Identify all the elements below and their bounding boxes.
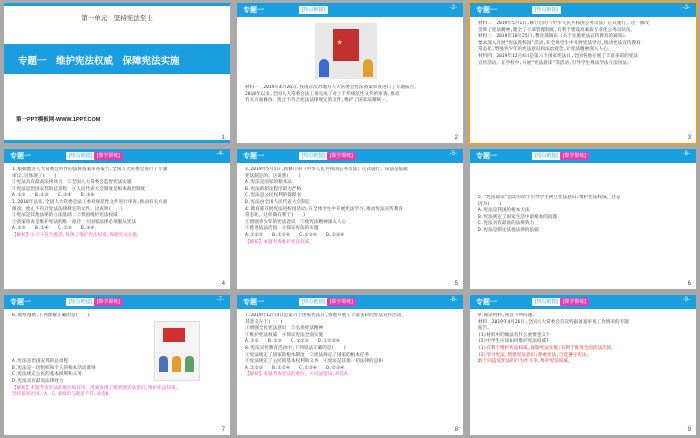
answer-text: (1)有利于维护宪法权威,保障宪法实施;有利于推进全面依法治国。 (2)学习宪法,增强宪法意识;尊重宪法,自觉遵守宪法; 敢于同违反宪法的行为作斗争,维护宪法权威。 bbox=[478, 345, 616, 365]
question-text: 1.根据地方人大常委会所作的法规备案审查报告,全国人大常委会进行了专题 审议,这体现了( ) ①宪法具有最高法律效力 ②全国人大常委会监督宪法实施 ③宪法是治国安邦的总章程 ④人民代表大会制度是根本政治制度 A.①② B.①③ C.②④ D.③④ 2.2018年以来,全国人大常委会法工委对规范性文件进行审查,推动有关方面 修改、废止不符合宪法法律规定的文件。这表明( ) ①宪法是其他法律的立法基础 ②我国维护宪法权威 ③备案审查是维护宪法的唯一途径 ④国家法律必须服从宪法 A.①② B.①④ C.②③ D.③④ bbox=[12, 167, 168, 232]
question-text: 3.2019年5月1日,新修订的《中华人民共和国公务员法》正式施行。该法是依据 宪法制定的。这说明( ) A.宪法是国家的根本法 B.宪法的制定程序最为严格 C.宪法是公民权利的保障书 D.宪法由全国人民代表大会制定 4.教育部开展宪法进校园活动,在全体学生中开展宪法学习,推动宪法宣传教育 常态化。这样做有利于( ) ①增强青少年的宪法意识 ②使宪法精神深入人心 ③推进依法治国 ④保证宪法的实施 A.①②③ B.①②④ C.①③④ D.②③④ bbox=[245, 167, 408, 238]
cartoon-figure bbox=[172, 356, 181, 372]
slide-body bbox=[478, 21, 688, 135]
slide-number: 3 bbox=[687, 135, 691, 141]
section-tag: [热点链接] bbox=[299, 298, 328, 306]
header-title: 专题一 bbox=[476, 7, 497, 14]
header-title: 专题一 bbox=[476, 299, 497, 306]
practice-tag: [即学即练] bbox=[560, 152, 589, 160]
slide-header bbox=[237, 149, 463, 163]
slide-thumbnail-6[interactable] bbox=[470, 149, 696, 289]
section-tag: [热点链接] bbox=[532, 298, 561, 306]
section-tag: [热点链接] bbox=[532, 152, 561, 160]
cartoon-image bbox=[154, 321, 200, 381]
practice-tag: [即学即练] bbox=[94, 298, 123, 306]
slide-number: 7 bbox=[221, 427, 225, 433]
slide-header bbox=[4, 295, 230, 309]
slide-header bbox=[470, 3, 696, 17]
answer-analysis: 【解析】本题考查维护宪法权威。 bbox=[245, 239, 314, 245]
section-tag: [热点链接] bbox=[66, 298, 95, 306]
constitution-book-image bbox=[315, 23, 377, 79]
slide-body bbox=[245, 85, 455, 135]
slide-thumbnail-3[interactable] bbox=[470, 3, 696, 143]
page-marker: -3- bbox=[682, 5, 690, 11]
section-tag: [热点链接] bbox=[66, 152, 95, 160]
unit-title: 第一单元 坚持宪法至上 bbox=[81, 15, 153, 22]
slide-header bbox=[237, 295, 463, 309]
slide-header bbox=[470, 295, 696, 309]
header-title: 专题一 bbox=[10, 153, 31, 160]
page-marker: -4- bbox=[216, 151, 224, 157]
slide-thumbnail-2[interactable] bbox=[237, 3, 463, 143]
section-tag: [热点链接] bbox=[299, 6, 328, 14]
answer-analysis: 【解析】①②④符合题意,体现了维护宪法权威,保障宪法实施。 bbox=[12, 232, 142, 238]
slide-body bbox=[245, 313, 455, 427]
book-emblem: ★ bbox=[337, 40, 343, 46]
slide-body bbox=[12, 167, 222, 281]
figure-person bbox=[363, 59, 373, 77]
slide-number: 9 bbox=[687, 427, 691, 433]
question-text: 6.观察漫画,下列理解正确的是( ) A.宪法是治国安邦的总章程 B.宪法是一切组织和个人的根本活动准则 C.宪法规定公民的基本权利和义务 D.宪法具有最高法律效力 bbox=[12, 313, 96, 384]
material-text: 材料一 2019年4月26日,我国首次对地方人大常委会宪法备案审查进行了专题报告。 2018年以来,全国人大常委会法工委完成了对上千件规范性文件的审查,推动 有关方面修改、废止不符合宪法法律规定的文件,维护了国家法制统一。 bbox=[245, 85, 419, 104]
title-bottom-bar bbox=[4, 140, 230, 143]
slide-sorter-grid bbox=[4, 3, 696, 435]
page-marker: -2- bbox=[449, 5, 457, 11]
slide-number: 2 bbox=[454, 135, 458, 141]
question-text: 7.2019年12月4日是第六个国家宪法日,各地开展了丰富多彩的宪法宣传活动, 其意义在于( ) ①增强全民宪法意识 ②弘扬宪法精神 ③维护宪法权威 ④保证宪法全面实施 A.①② B.②③ C.①②③ D.①②③④ 8.宪法宣传教育活动中,下列说法正确的是( ) ①宪法规定了国家的根本制度 ②宪法规定了国家的根本任务 ③宪法规定了公民的基本权利和义务 ④宪法是其他一切法律的总和 A.①②③ B.①②④ C.①③④ D.②③④ bbox=[245, 313, 405, 371]
figure-person bbox=[319, 59, 329, 77]
page-marker: -6- bbox=[682, 151, 690, 157]
header-title: 专题一 bbox=[243, 153, 264, 160]
header-title: 专题一 bbox=[10, 299, 31, 306]
title-band bbox=[4, 44, 230, 74]
page-marker: -7- bbox=[216, 297, 224, 303]
answer-analysis: 【解析】本题考查宪法的地位。④说法错误,故选A。 bbox=[245, 372, 352, 378]
page-marker: -8- bbox=[449, 297, 457, 303]
title-top-bar bbox=[4, 3, 230, 6]
question-text: 5."宪法晨读"活动有助于引导学生树立宪法意识,维护宪法权威。这是 因为( ) A.宪法是我国的根本大法 B.宪法规定了国家生活中最根本的问题 C.宪法具有最高的法律效力 D.宪法是制定其他法律的依据 bbox=[478, 195, 621, 233]
slide-thumbnail-9[interactable] bbox=[470, 295, 696, 435]
page-marker: -9- bbox=[682, 297, 690, 303]
slide-number: 8 bbox=[454, 427, 458, 433]
slide-body bbox=[245, 167, 455, 281]
header-title: 专题一 bbox=[243, 7, 264, 14]
slide-number: 6 bbox=[687, 281, 691, 287]
slide-header bbox=[4, 149, 230, 163]
header-title: 专题一 bbox=[243, 299, 264, 306]
practice-tag: [即学即练] bbox=[327, 298, 356, 306]
slide-header bbox=[470, 149, 696, 163]
cartoon-flag bbox=[163, 328, 185, 342]
slide-thumbnail-5[interactable] bbox=[237, 149, 463, 289]
slide-body bbox=[478, 313, 688, 427]
topic-title: 专题一 维护宪法权威 保障宪法实施 bbox=[18, 56, 180, 67]
slide-body bbox=[478, 195, 688, 281]
practice-tag: [即学即练] bbox=[327, 152, 356, 160]
footer-text: 第一PPT模板网-WWW.1PPT.COM bbox=[16, 117, 101, 123]
section-tag: [热点链接] bbox=[532, 6, 561, 14]
cartoon-figure bbox=[185, 356, 194, 372]
page-marker: -5- bbox=[449, 151, 457, 157]
header-title: 专题一 bbox=[476, 153, 497, 160]
book-cover bbox=[333, 29, 359, 61]
answer-analysis: 【解析】本题考查宪法的地位和作用。漫画体现了要增强宪法意识,维护宪法权威, 坚持依宪治国。A、C、D项均与题意不符,故选B。 bbox=[12, 385, 179, 398]
material-text: 材料二 2019年5月1日,修订后的《中华人民共和国公务员法》正式施行。这一修改 贯彻了宪法精神,健全了干部管理制度,有利于建设高素质专业化公务员队伍。 材料三 2019年10月25日,教育部颁布《关于实施宪法宣传教育的通知》。 要求深入开展"宪法进校园"活动,在全体学生中开展宪法学习,推动宪法宣传教育 常态化,增强青少年的宪法意识和法治观念,让宪法精神深入人心。 材料四 2019年12月4日是第六个国家宪法日,全国各地开展了丰富多彩的宪法 宣传活动。在学校中,开展"宪法晨读"等活动,引导学生尊法学法守法用法。 bbox=[478, 21, 649, 66]
slide-thumbnail-7[interactable] bbox=[4, 295, 230, 435]
practice-tag: [即学即练] bbox=[560, 298, 589, 306]
slide-thumbnail-8[interactable] bbox=[237, 295, 463, 435]
section-tag: [热点链接] bbox=[299, 152, 328, 160]
slide-thumbnail-1[interactable] bbox=[4, 3, 230, 143]
question-text: 9.阅读材料,回答下列问题。 材料 2019年4月26日,全国人大常委会首次听取备案审查工作情况的专题 报告。 (1)材料中的做法有什么重要意义? (2)中学生应该如何维护宪法权威? bbox=[478, 313, 629, 345]
slide-number: 1 bbox=[221, 135, 225, 141]
practice-tag: [即学即练] bbox=[94, 152, 123, 160]
slide-number: 5 bbox=[454, 281, 458, 287]
cartoon-figure bbox=[159, 356, 168, 372]
slide-number: 4 bbox=[221, 281, 225, 287]
slide-header bbox=[237, 3, 463, 17]
slide-thumbnail-4[interactable] bbox=[4, 149, 230, 289]
